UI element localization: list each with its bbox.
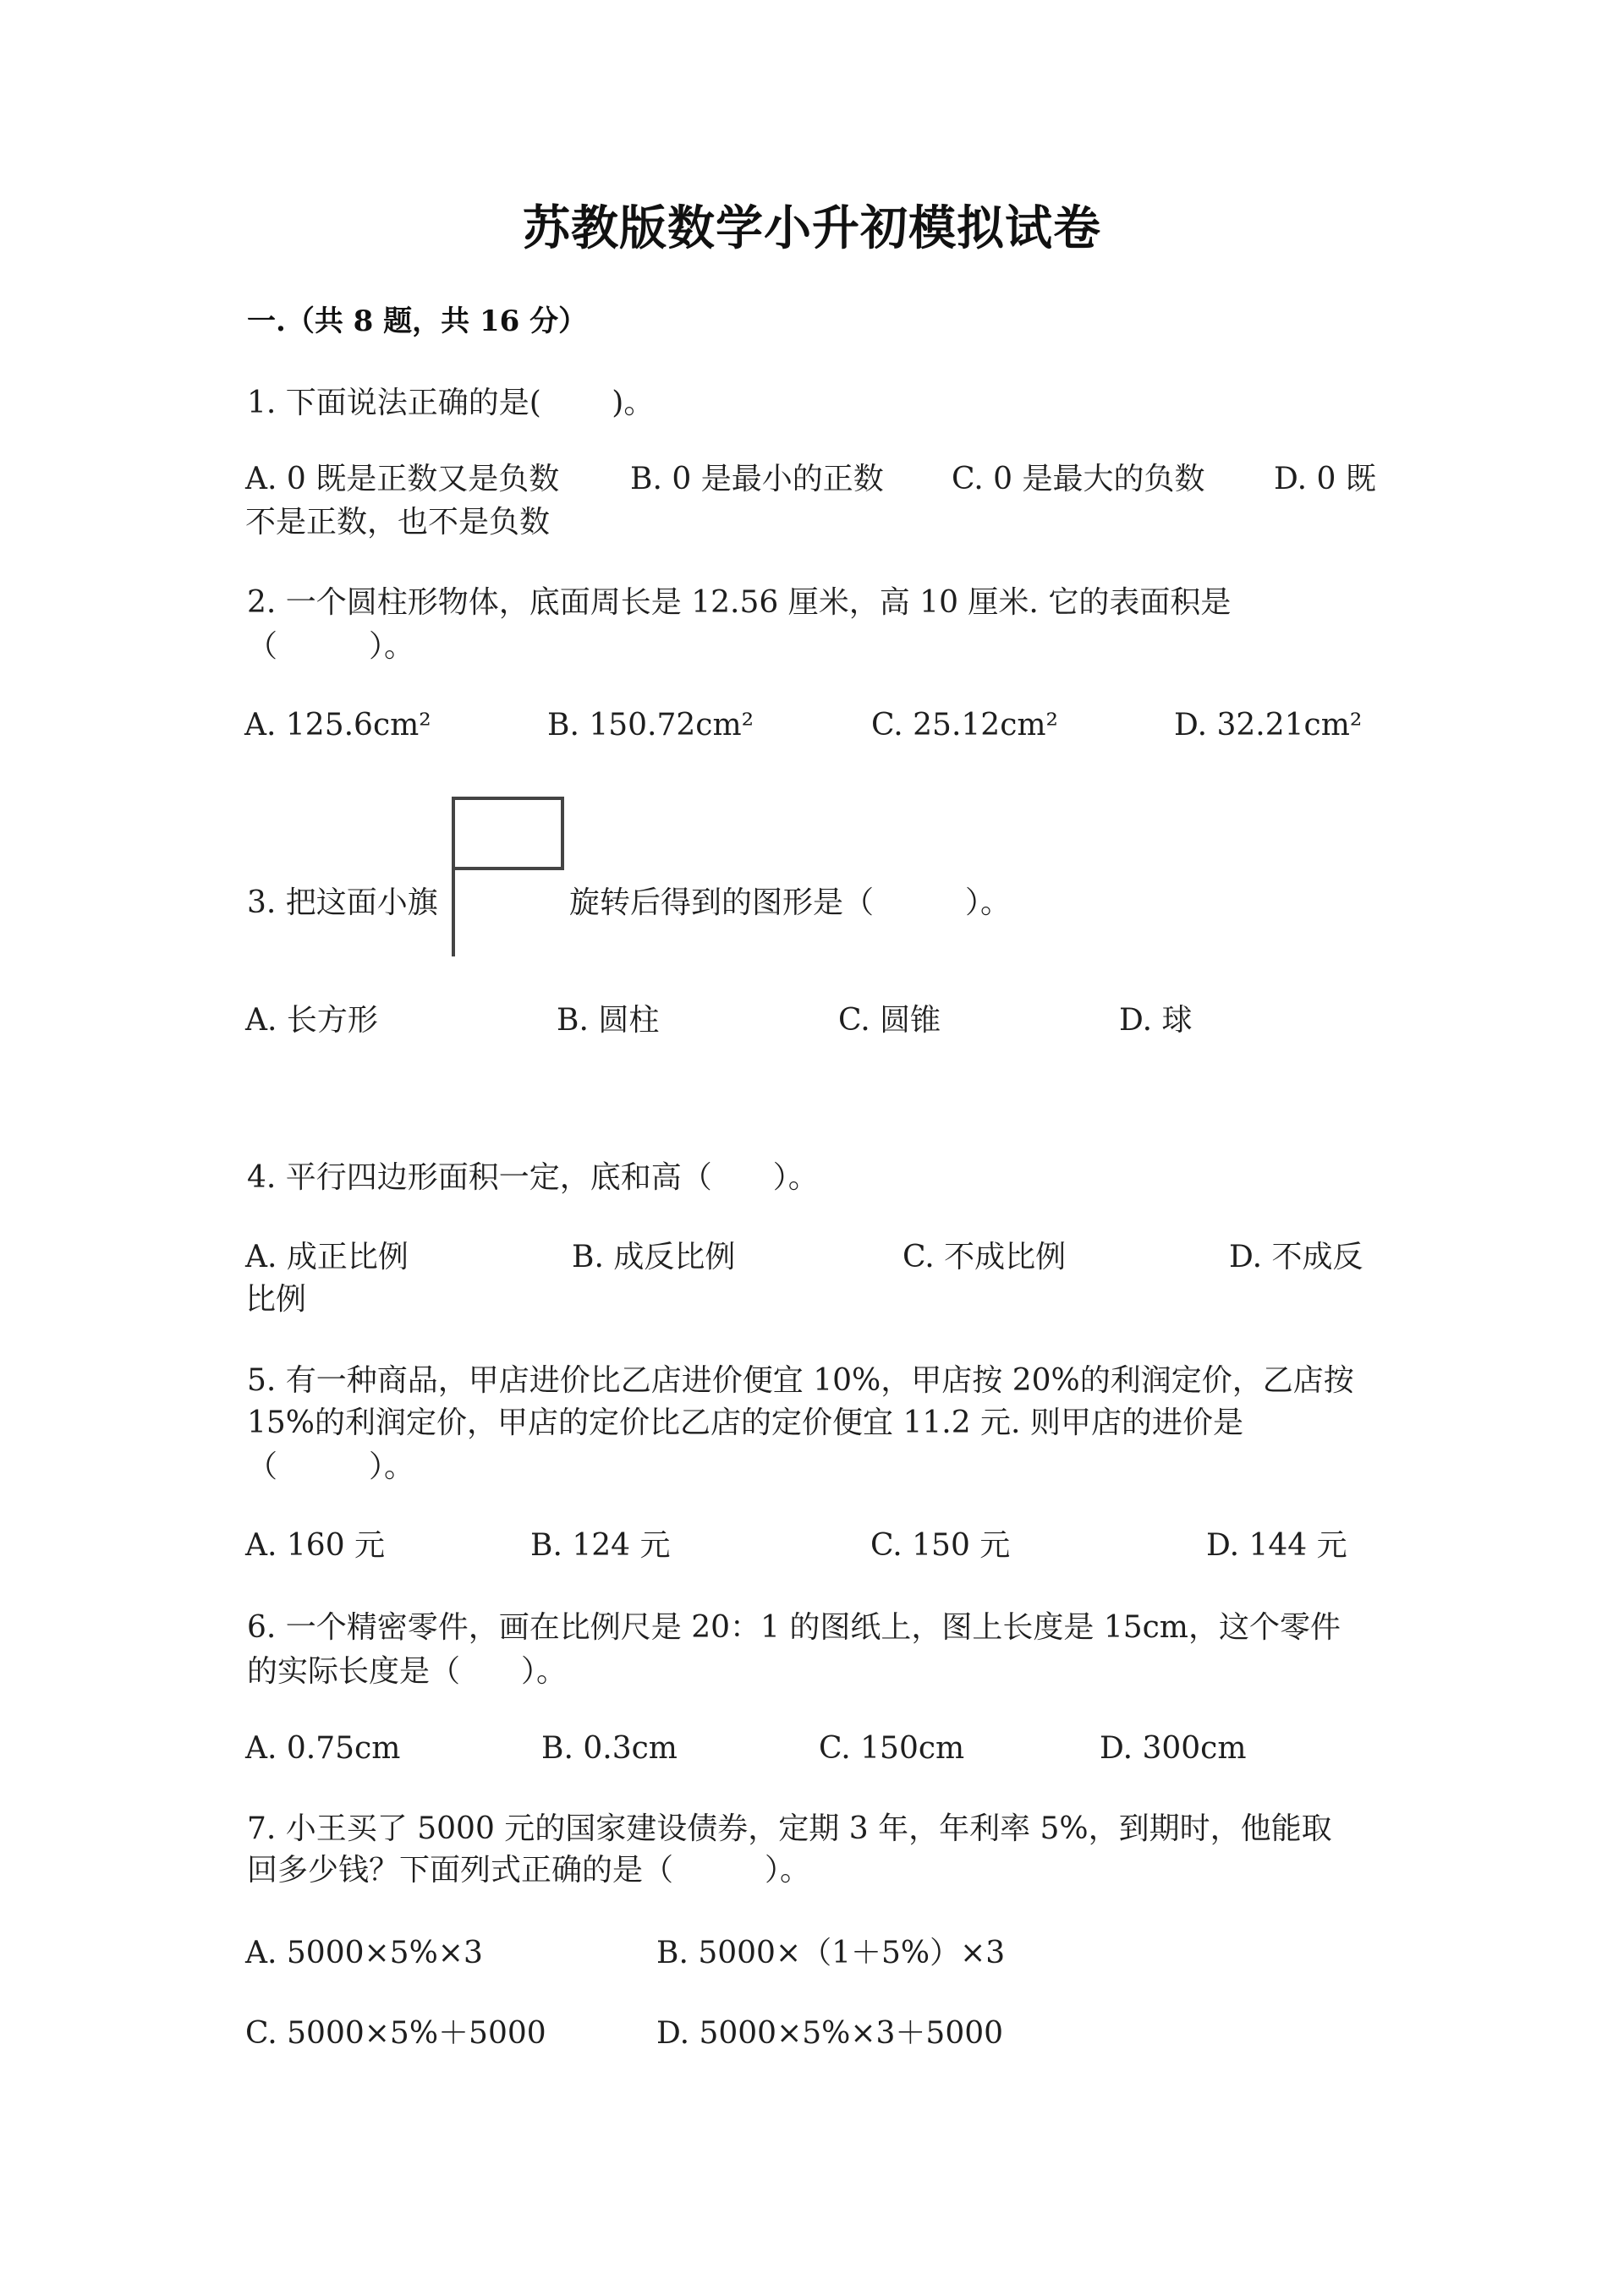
option-c: C. 25.12cm² — [871, 708, 1058, 743]
question-text: 1. 下面说法正确的是( )。 — [247, 386, 655, 420]
option-b: B. 成反比例 — [572, 1240, 736, 1274]
question-text: 2. 一个圆柱形物体，底面周长是 12.56 厘米，高 10 厘米. 它的表面积是 — [247, 585, 1232, 620]
option-c: C. 150cm — [819, 1731, 965, 1766]
question-text: 7. 小王买了 5000 元的国家建设债券，定期 3 年，年利率 5%，到期时，他能取 — [247, 1811, 1332, 1846]
option-b: B. 0 是最小的正数 — [630, 462, 884, 496]
option-d: D. 32.21cm² — [1174, 708, 1363, 743]
option-d: D. 0 既 — [1274, 462, 1376, 496]
question-text: 4. 平行四边形面积一定，底和高（ ）。 — [247, 1160, 819, 1195]
option-d: D. 不成反 — [1229, 1240, 1363, 1274]
option-d: D. 144 元 — [1206, 1528, 1347, 1563]
question-text-cont: （ ）。 — [247, 629, 415, 664]
option-b: B. 0.3cm — [541, 1731, 678, 1766]
section-heading: 一.（共 8 题，共 16 分） — [247, 304, 588, 338]
question-text-cont: 的实际长度是（ ）。 — [247, 1654, 568, 1689]
question-text: 3. 把这面小旗 — [247, 885, 438, 920]
option-a: A. 长方形 — [245, 1003, 378, 1038]
question-text-cont: 旋转后得到的图形是（ ）。 — [569, 885, 1012, 920]
option-c: C. 不成比例 — [903, 1240, 1067, 1274]
option-a: A. 160 元 — [245, 1528, 386, 1563]
option-d-wrap: 比例 — [245, 1282, 307, 1317]
option-a: A. 125.6cm² — [244, 708, 431, 743]
question-text-cont: （ ）。 — [247, 1449, 415, 1484]
option-a: A. 成正比例 — [245, 1240, 409, 1274]
option-c: C. 5000×5%＋5000 — [245, 2016, 546, 2051]
option-b: B. 5000×（1＋5%）×3 — [656, 1936, 1006, 1970]
option-d: D. 5000×5%×3＋5000 — [656, 2016, 1004, 2051]
option-d-wrap: 不是正数，也不是负数 — [245, 505, 551, 540]
page-title: 苏教版数学小升初模拟试卷 — [523, 200, 1101, 256]
option-c: C. 150 元 — [870, 1528, 1011, 1563]
option-c: C. 0 是最大的负数 — [952, 462, 1205, 496]
flag-icon — [450, 796, 568, 958]
option-b: B. 124 元 — [530, 1528, 671, 1563]
option-c: C. 圆锥 — [838, 1003, 941, 1038]
question-text: 6. 一个精密零件，画在比例尺是 20：1 的图纸上，图上长度是 15cm，这个零件 — [247, 1610, 1341, 1645]
option-d: D. 球 — [1119, 1003, 1193, 1038]
option-a: A. 0.75cm — [245, 1731, 401, 1766]
option-b: B. 150.72cm² — [547, 708, 754, 743]
option-a: A. 0 既是正数又是负数 — [245, 462, 560, 496]
option-d: D. 300cm — [1100, 1731, 1247, 1766]
option-b: B. 圆柱 — [557, 1003, 660, 1038]
question-text-cont: 回多少钱？下面列式正确的是（ ）。 — [247, 1853, 811, 1888]
question-text: 5. 有一种商品，甲店进价比乙店进价便宜 10%，甲店按 20%的利润定价，乙店按 — [247, 1363, 1354, 1398]
option-a: A. 5000×5%×3 — [245, 1936, 483, 1970]
question-text-cont: 15%的利润定价，甲店的定价比乙店的定价便宜 11.2 元. 则甲店的进价是 — [247, 1406, 1243, 1440]
